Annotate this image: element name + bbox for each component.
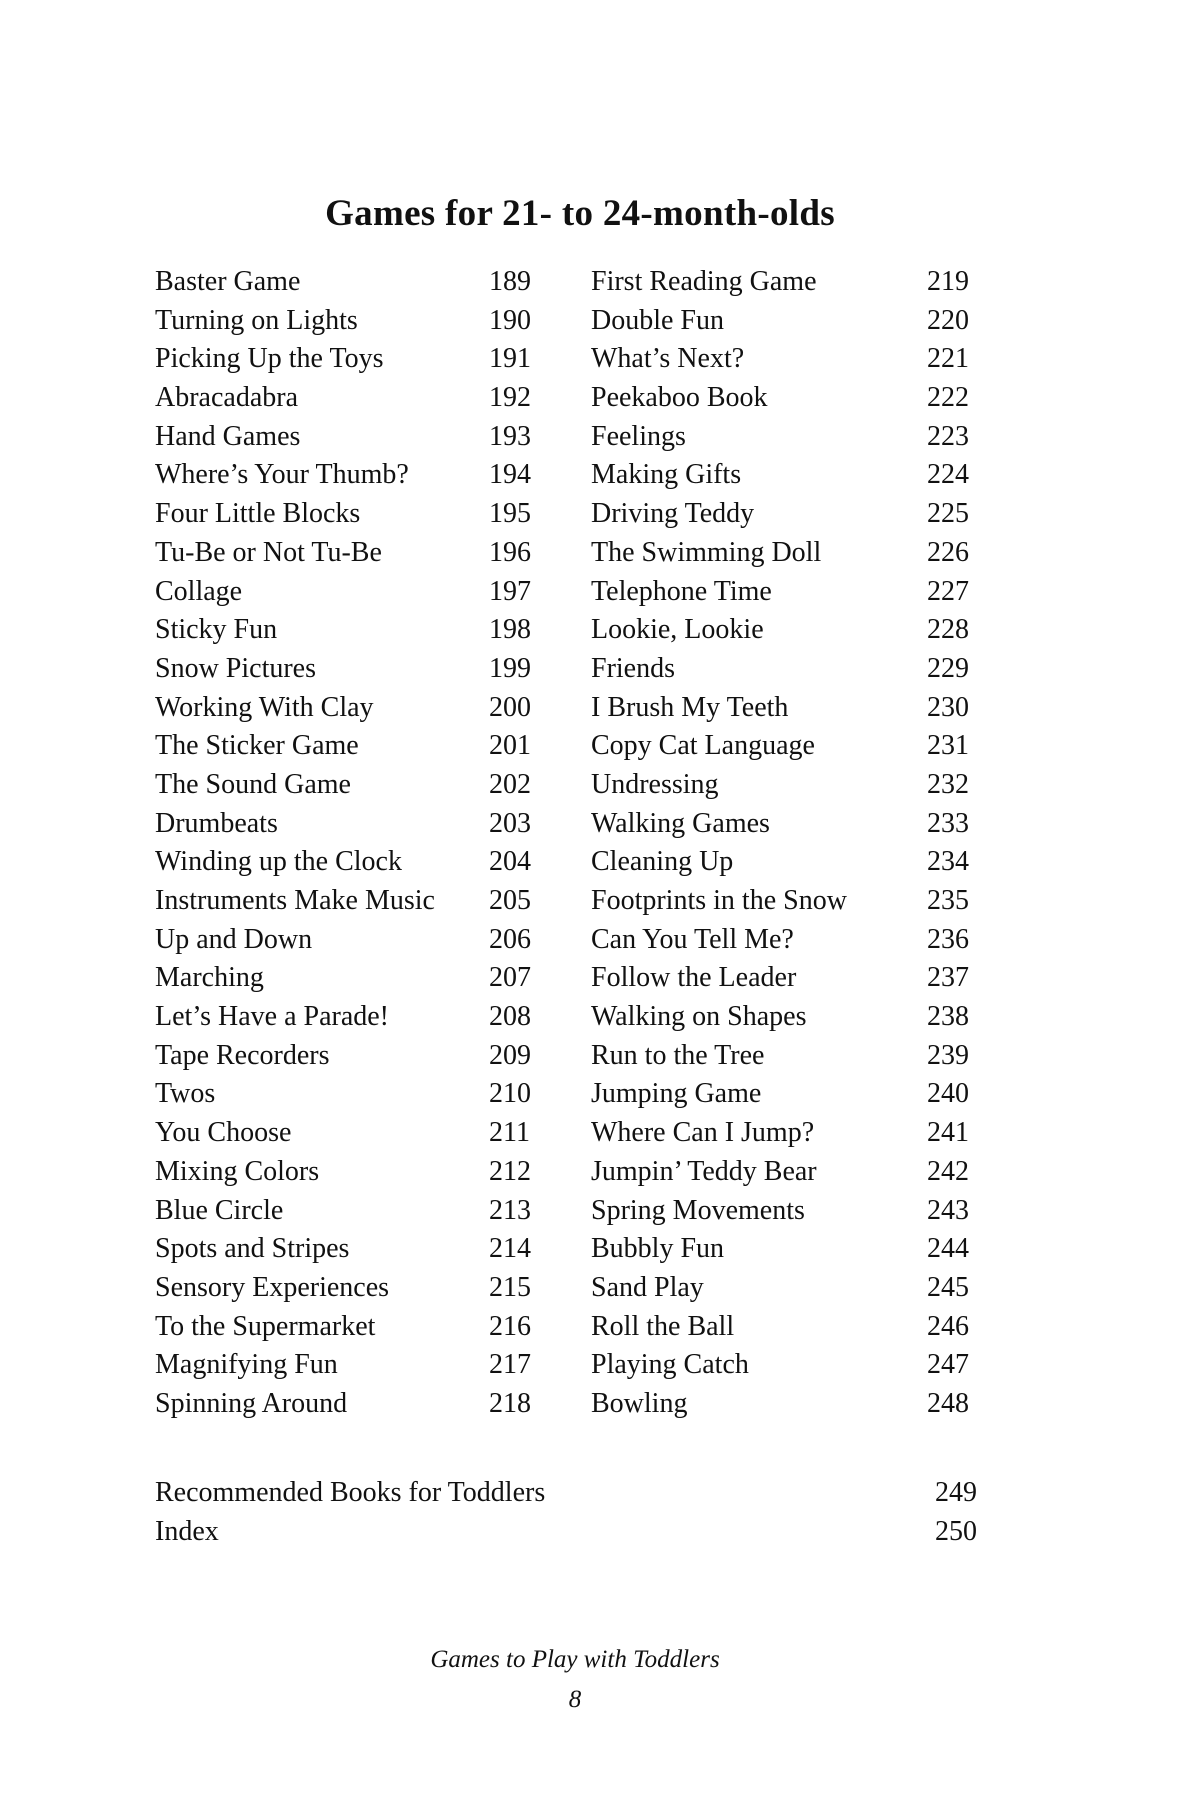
entry-page: 230	[927, 691, 969, 723]
toc-entry	[591, 340, 991, 379]
footer-book-title: Games to Play with Toddlers	[430, 1646, 720, 1673]
entry-page: 245	[927, 1271, 969, 1303]
toc-entry	[591, 263, 991, 302]
toc-entry	[591, 1192, 991, 1231]
section-heading: Games for 21- to 24-month-olds	[325, 193, 835, 234]
entry-title: Where Can I Jump?	[591, 1117, 815, 1149]
entry-title: Index	[155, 1515, 219, 1547]
entry-title: What’s Next?	[591, 343, 745, 375]
entry-title: Sand Play	[591, 1271, 704, 1303]
entry-page: 202	[489, 768, 531, 800]
toc-entry	[155, 495, 555, 534]
toc-entry	[155, 340, 555, 379]
toc-entry	[155, 418, 555, 457]
toc-entry	[155, 1153, 555, 1192]
toc-extras	[155, 1474, 985, 1551]
entry-title: Peekaboo Book	[591, 382, 768, 414]
toc-entry	[591, 1230, 991, 1269]
entry-title: Spinning Around	[155, 1387, 348, 1419]
toc-entry	[155, 766, 555, 805]
entry-title: Bubbly Fun	[591, 1233, 725, 1265]
entry-title: Driving Teddy	[591, 498, 755, 530]
toc-entry	[155, 534, 555, 573]
entry-title: Tape Recorders	[155, 1039, 330, 1071]
toc-entry	[591, 1269, 991, 1308]
toc-entry	[591, 1153, 991, 1192]
entry-page: 222	[927, 382, 969, 414]
toc-entry	[155, 1308, 555, 1347]
entry-page: 195	[489, 498, 531, 530]
toc-entry	[591, 418, 991, 457]
entry-page: 246	[927, 1310, 969, 1342]
toc-entry	[155, 1230, 555, 1269]
entry-page: 201	[489, 730, 531, 762]
entry-page: 206	[489, 923, 531, 955]
entry-page: 242	[927, 1155, 969, 1187]
toc-entry	[591, 302, 991, 341]
entry-page: 211	[489, 1117, 530, 1149]
entry-title: Tu-Be or Not Tu-Be	[155, 536, 382, 568]
entry-title: Can You Tell Me?	[591, 923, 794, 955]
toc-entry	[155, 998, 555, 1037]
toc-entry	[591, 534, 991, 573]
entry-page: 229	[927, 652, 969, 684]
entry-title: Feelings	[591, 420, 686, 452]
toc-entry	[591, 379, 991, 418]
toc-entry-recommended-books	[155, 1474, 985, 1513]
entry-title: Twos	[155, 1078, 216, 1110]
toc-entry	[155, 1114, 555, 1153]
entry-title: Drumbeats	[155, 807, 278, 839]
entry-page: 235	[927, 885, 969, 916]
toc-entry	[155, 727, 555, 766]
entry-title: Telephone Time	[591, 575, 772, 607]
toc-entry	[591, 1037, 991, 1076]
toc-entry	[155, 611, 555, 650]
entry-title: Sticky Fun	[155, 614, 278, 646]
entry-title: Jumping Game	[591, 1078, 762, 1110]
entry-title: Four Little Blocks	[155, 498, 361, 530]
entry-title: Collage	[155, 575, 243, 607]
entry-title: Instruments Make Music	[155, 885, 435, 916]
entry-page: 226	[927, 536, 969, 568]
toc-entry	[591, 727, 991, 766]
toc-entry	[591, 766, 991, 805]
entry-page: 199	[489, 652, 531, 684]
entry-page: 239	[927, 1039, 969, 1071]
entry-title: Bowling	[591, 1387, 688, 1419]
entry-title: The Sticker Game	[155, 730, 359, 762]
entry-page: 247	[927, 1349, 969, 1381]
entry-page: 208	[489, 1001, 531, 1033]
toc-entry	[155, 379, 555, 418]
toc-entry	[155, 921, 555, 960]
toc-entry	[591, 1308, 991, 1347]
toc-entry	[591, 1346, 991, 1385]
toc-entry	[155, 1269, 555, 1308]
entry-title: Friends	[591, 652, 675, 684]
entry-page: 250	[935, 1515, 977, 1547]
toc-entry	[155, 573, 555, 612]
entry-page: 218	[489, 1387, 531, 1419]
toc-entry	[155, 1192, 555, 1231]
entry-page: 241	[927, 1117, 969, 1149]
entry-page: 191	[489, 343, 531, 375]
entry-page: 219	[927, 266, 969, 297]
toc-entry	[591, 573, 991, 612]
entry-title: The Swimming Doll	[591, 536, 822, 568]
entry-title: Abracadabra	[155, 382, 299, 414]
entry-page: 249	[935, 1477, 977, 1508]
entry-page: 227	[927, 575, 969, 607]
toc-entry	[591, 495, 991, 534]
toc-entry	[591, 843, 991, 882]
toc-entry	[591, 1114, 991, 1153]
toc-entry	[591, 921, 991, 960]
entry-title: Mixing Colors	[155, 1155, 320, 1187]
entry-page: 233	[927, 807, 969, 839]
entry-page: 238	[927, 1001, 969, 1033]
entry-page: 243	[927, 1194, 969, 1226]
toc-entry	[155, 843, 555, 882]
entry-title: I Brush My Teeth	[591, 691, 789, 723]
entry-title: Walking Games	[591, 807, 770, 839]
toc-entry	[591, 650, 991, 689]
toc-entry	[155, 959, 555, 998]
toc-entry	[155, 1037, 555, 1076]
entry-title: Picking Up the Toys	[155, 343, 384, 375]
toc-entry	[155, 805, 555, 844]
toc-entry	[591, 611, 991, 650]
entry-title: The Sound Game	[155, 768, 351, 800]
toc-entry	[155, 650, 555, 689]
entry-title: Roll the Ball	[591, 1310, 735, 1342]
entry-page: 194	[489, 459, 531, 491]
toc-entry	[591, 689, 991, 728]
entry-page: 232	[927, 768, 969, 800]
entry-title: Where’s Your Thumb?	[155, 459, 409, 491]
entry-title: Spots and Stripes	[155, 1233, 350, 1265]
entry-title: Double Fun	[591, 304, 724, 336]
toc-entry	[591, 959, 991, 998]
entry-page: 209	[489, 1039, 531, 1071]
entry-page: 244	[927, 1233, 969, 1265]
entry-page: 190	[489, 304, 531, 336]
entry-page: 220	[927, 304, 969, 336]
entry-page: 203	[489, 807, 531, 839]
entry-page: 223	[927, 420, 969, 452]
entry-title: Up and Down	[155, 923, 313, 955]
entry-page: 234	[927, 846, 969, 878]
entry-page: 228	[927, 614, 969, 646]
toc-entry	[155, 1385, 555, 1424]
entry-title: Undressing	[591, 768, 719, 800]
entry-page: 248	[927, 1387, 969, 1419]
entry-page: 240	[927, 1078, 969, 1110]
entry-page: 210	[489, 1078, 531, 1110]
footer-page-number: 8	[568, 1686, 582, 1713]
toc-left-column	[155, 263, 555, 1424]
entry-title: Spring Movements	[591, 1194, 805, 1226]
toc-entry	[591, 805, 991, 844]
entry-page: 192	[489, 382, 531, 414]
toc-entry	[591, 1385, 991, 1424]
entry-page: 200	[489, 691, 531, 723]
entry-title: Let’s Have a Parade!	[155, 1001, 389, 1033]
toc-entry	[591, 882, 991, 921]
toc-right-column	[591, 263, 991, 1424]
entry-page: 205	[489, 885, 531, 916]
toc-entry	[155, 456, 555, 495]
toc-entry	[155, 689, 555, 728]
entry-title: Working With Clay	[155, 691, 374, 723]
entry-page: 212	[489, 1155, 531, 1187]
entry-title: Marching	[155, 962, 264, 994]
entry-title: Walking on Shapes	[591, 1001, 807, 1033]
entry-page: 237	[927, 962, 969, 994]
entry-title: Turning on Lights	[155, 304, 358, 336]
entry-title: Winding up the Clock	[155, 846, 402, 878]
entry-title: Run to the Tree	[591, 1039, 765, 1071]
entry-title: Recommended Books for Toddlers	[155, 1477, 546, 1508]
toc-entry	[155, 263, 555, 302]
entry-title: You Choose	[155, 1117, 292, 1149]
entry-page: 224	[927, 459, 969, 491]
toc-entry-index	[155, 1513, 985, 1552]
entry-page: 198	[489, 614, 531, 646]
entry-title: Follow the Leader	[591, 962, 797, 994]
toc-entry	[155, 1346, 555, 1385]
entry-title: Lookie, Lookie	[591, 614, 764, 646]
entry-page: 207	[489, 962, 531, 994]
entry-title: Playing Catch	[591, 1349, 749, 1381]
toc-entry	[155, 302, 555, 341]
toc-entry	[155, 882, 555, 921]
toc-entry	[591, 1075, 991, 1114]
entry-page: 216	[489, 1310, 531, 1342]
entry-page: 225	[927, 498, 969, 530]
entry-page: 193	[489, 420, 531, 452]
entry-title: Blue Circle	[155, 1194, 284, 1226]
entry-page: 189	[489, 266, 531, 297]
entry-title: Baster Game	[155, 266, 301, 297]
entry-page: 231	[927, 730, 969, 762]
entry-page: 217	[489, 1349, 531, 1381]
entry-title: Hand Games	[155, 420, 301, 452]
entry-title: Magnifying Fun	[155, 1349, 338, 1381]
entry-title: Sensory Experiences	[155, 1271, 390, 1303]
entry-title: Copy Cat Language	[591, 730, 815, 762]
entry-title: Jumpin’ Teddy Bear	[591, 1155, 817, 1187]
entry-title: First Reading Game	[591, 266, 817, 297]
toc-entry	[591, 998, 991, 1037]
entry-title: Cleaning Up	[591, 846, 734, 878]
entry-page: 196	[489, 536, 531, 568]
entry-title: Snow Pictures	[155, 652, 316, 684]
entry-page: 215	[489, 1271, 531, 1303]
toc-entry	[591, 456, 991, 495]
toc-entry	[155, 1075, 555, 1114]
entry-page: 236	[927, 923, 969, 955]
entry-title: Making Gifts	[591, 459, 742, 491]
entry-page: 213	[489, 1194, 531, 1226]
entry-page: 204	[489, 846, 531, 878]
entry-page: 221	[927, 343, 969, 375]
entry-page: 197	[489, 575, 531, 607]
entry-page: 214	[489, 1233, 531, 1265]
entry-title: To the Supermarket	[155, 1310, 376, 1342]
entry-title: Footprints in the Snow	[591, 885, 847, 916]
